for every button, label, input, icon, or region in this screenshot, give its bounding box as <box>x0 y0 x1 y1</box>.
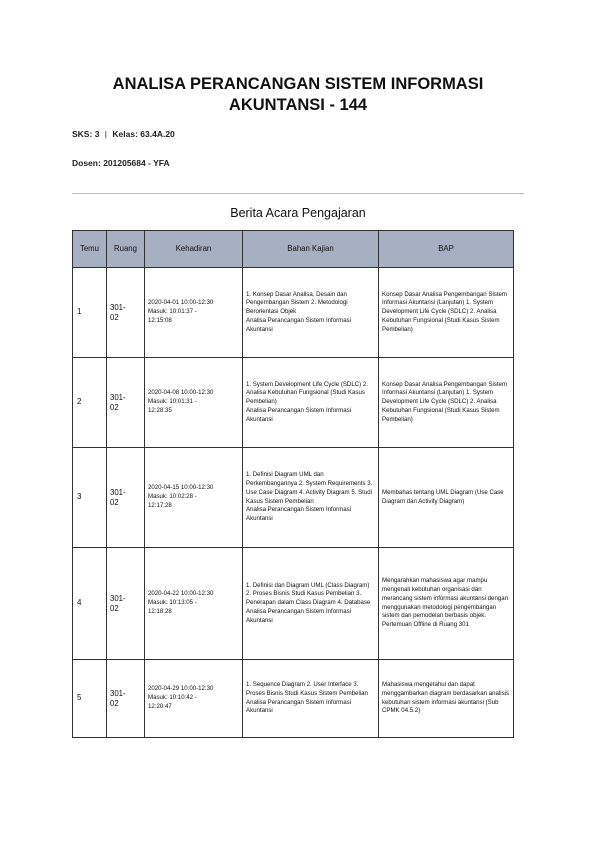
cell-ruang: 301- 02 <box>107 268 145 358</box>
table-row <box>73 660 514 738</box>
header-ruang: Ruang <box>107 231 145 268</box>
cell-bap: Mengarahkan mahasiswa agar mampu mengenali kebutuhan organisasi dan merancang sistem informasi akuntansi dengan menggunakan metodologi pengembangan sistem dan pemodelan berbasis objek. Pertemuan Offline di Ruang 301 <box>379 548 514 660</box>
dosen-label: Dosen: <box>72 158 101 168</box>
table-row <box>73 268 514 358</box>
kelas-value: 63.4A.20 <box>140 129 175 139</box>
cell-bap: Konsep Dasar Analisa Pengembangan Sistem Informasi Akuntansi (Lanjutan) 1. System Development Life Cycle (SDLC) 2. Analisa Kebutuhan Fungsional (Studi Kasus Sistem Pembelian) <box>379 268 514 358</box>
cell-kehadiran: 2020-04-29 10:00-12:30 Masuk: 10:10:42 - 12:20:47 <box>145 660 243 738</box>
course-info <box>72 129 175 139</box>
kelas-label: Kelas: <box>112 129 138 139</box>
cell-temu: 5 <box>73 660 107 738</box>
cell-bahan-kajian: 1. Definisi dan Diagram UML (Class Diagram) 2. Proses Bisnis Studi Kasus Pembelian 3. Penerapan dalam Class Diagram 4. Database Analisa Perancangan Sistem Informasi Akuntansi <box>243 548 379 660</box>
cell-ruang: 301- 02 <box>107 548 145 660</box>
cell-bap: Konsep Dasar Analisa Pengembangan Sistem Informasi Akuntansi (Lanjutan) 1. System Development Life Cycle (SDLC) 2. Analisa Kebutuhan Fungsional (Studi Kasus Sistem Pembelian) <box>379 358 514 448</box>
document-title: ANALISA PERANCANGAN SISTEM INFORMASI AKUNTANSI - 144 <box>112 75 484 114</box>
sks-label: SKS: <box>72 129 93 139</box>
table-row <box>73 548 514 660</box>
cell-kehadiran: 2020-04-22 10:00-12:30 Masuk: 10:13:05 - 12:18:28 <box>145 548 243 660</box>
cell-temu: 3 <box>73 448 107 548</box>
bap-table <box>72 230 514 738</box>
cell-bahan-kajian: 1. System Development Life Cycle (SDLC) 2. Analisa Kebutuhan Fungsional (Studi Kasus Pembelian) Analisa Perancangan Sistem Informasi Akuntansi <box>243 358 379 448</box>
sks-value: 3 <box>94 129 100 139</box>
cell-bap: Membahas tentang UML Diagram (Use Case Diagram dan Activity Diagram) <box>379 448 514 548</box>
table-row <box>73 358 514 448</box>
section-title: Berita Acara Pengajaran <box>230 206 366 220</box>
table-row <box>73 448 514 548</box>
cell-ruang: 301- 02 <box>107 448 145 548</box>
lecturer-info <box>72 158 170 168</box>
separator: | <box>104 129 108 139</box>
dosen-value: 201205684 - YFA <box>103 158 170 168</box>
cell-bahan-kajian: 1. Definisi Diagram UML dan Perkembangannya 2. System Requirements 3. Use Case Diagram 4. Activity Diagram 5. Studi Kasus Sistem Pembelian Analisa Perancangan Sistem Informasi Akuntansi <box>243 448 379 548</box>
cell-temu: 2 <box>73 358 107 448</box>
cell-bahan-kajian: 1. Sequence Diagram 2. User Interface 3. Proses Bisnis Studi Kasus Sistem Pembelian Analisa Perancangan Sistem Informasi Akuntansi <box>243 660 379 738</box>
cell-ruang: 301- 02 <box>107 660 145 738</box>
cell-temu: 1 <box>73 268 107 358</box>
cell-kehadiran: 2020-04-15 10:00-12:30 Masuk: 10:02:28 - 12:17:28 <box>145 448 243 548</box>
cell-bahan-kajian: 1. Konsep Dasar Analisa, Desain dan Pengembangan Sistem 2. Metodologi Berorientasi Objek Analisa Perancangan Sistem Informasi Akuntansi <box>243 268 379 358</box>
cell-kehadiran: 2020-04-01 10:00-12:30 Masuk: 10:01:37 - 12:15:08 <box>145 268 243 358</box>
cell-kehadiran: 2020-04-08 10:00-12:30 Masuk: 10:01:31 - 12:28:35 <box>145 358 243 448</box>
header-bap: BAP <box>379 231 514 268</box>
divider <box>72 193 524 194</box>
header-bahan-kajian: Bahan Kajian <box>243 231 379 268</box>
header-temu: Temu <box>73 231 107 268</box>
table-header-row <box>73 231 514 268</box>
cell-ruang: 301- 02 <box>107 358 145 448</box>
cell-bap: Mahasiswa mengetahui dan dapat menggambarkan diagram berdasarkan analisis kebutuhan sistem informasi akuntansi (Sub CPMK 04.5.2) <box>379 660 514 738</box>
cell-temu: 4 <box>73 548 107 660</box>
header-kehadiran: Kehadiran <box>145 231 243 268</box>
